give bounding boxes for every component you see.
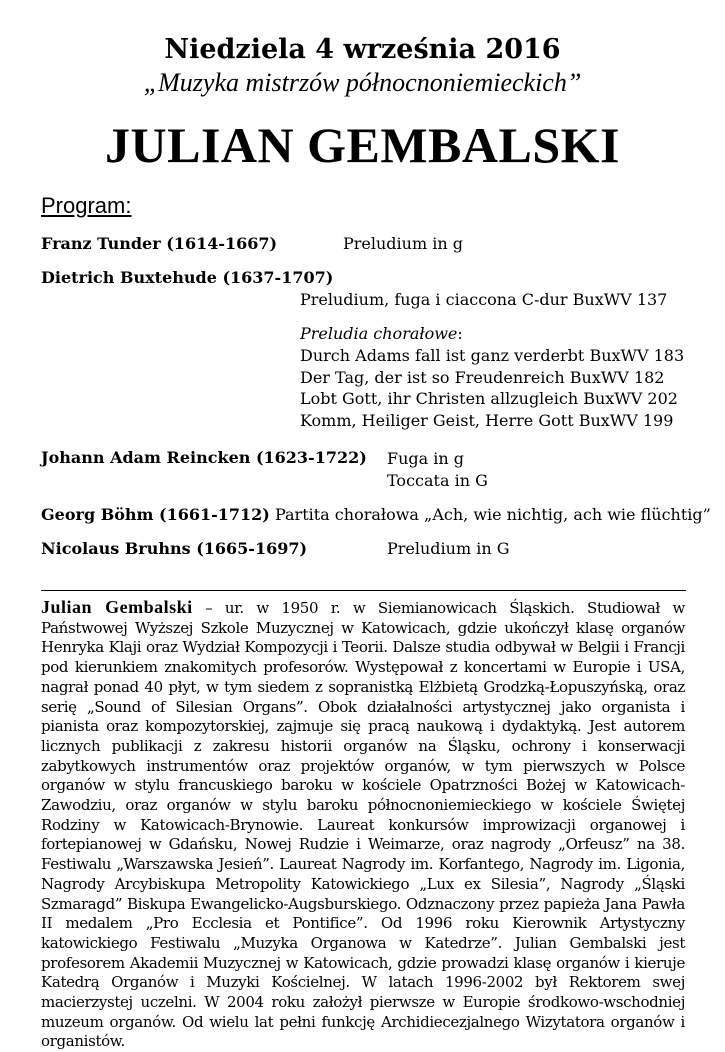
composer-buxtehude: Dietrich Buxtehude (1637-1707) [41, 268, 334, 287]
biography [41, 598, 685, 1052]
chorale-prelude-item: Durch Adams fall ist ganz verderbt BuxWV 183 [300, 346, 685, 365]
bohm-line [41, 505, 711, 524]
chorale-preludes-heading: Preludia chorałowe: [300, 324, 463, 343]
work-reincken-toccata: Toccata in G [387, 470, 488, 490]
reincken-works [387, 448, 488, 491]
performer-name: JULIAN GEMBALSKI [104, 117, 621, 173]
composer-bruhns: Nicolaus Bruhns (1665-1697) [41, 539, 308, 558]
composer-tunder: Franz Tunder (1614-1667) [41, 234, 278, 253]
composer-bohm: Georg Böhm (1661-1712) [41, 505, 270, 524]
composer-reincken: Johann Adam Reincken (1623-1722) [41, 448, 367, 467]
bio-name: Julian Gembalski [41, 597, 193, 617]
work-tunder-preludium: Preludium in g [343, 234, 463, 253]
concert-date: Niedziela 4 września 2016 [164, 34, 561, 65]
work-buxtehude-preludium: Preludium, fuga i ciaccona C-dur BuxWV 137 [300, 290, 668, 309]
bio-text: – ur. w 1950 r. w Siemianowicach Śląskich. Studiował w Państwowej Wyższej Szkole Muzycznej w Katowicach, gdzie ukończył klasę organów Henryka Klaji oraz Wydział Kompozycji i Teorii. Dalsze studia odbywał w Belgii i Francji pod kierunkiem znakomitych profesorów. Występował z koncertami w Europie i USA, nagrał ponad 40 płyt, w tym siedem z sopranistką Elżbietą Grodzką-Łopuszyńską, oraz serię „Sound of Silesian Organs”. Obok działalności artystycznej jako organista i pianista oraz kompozytorskiej, zajmuje się pracą naukową i dydaktyką. Jest autorem licznych publikacji z zakresu historii organów na Śląsku, ochrony i konserwacji zabytkowych instrumentów oraz projektów organów, w tym pierwszych w Polsce organów w stylu francuskiego baroku w kościele Opatrzności Bożej w Katowicach-Zawodziu, oraz organów w stylu baroku północnoniemieckiego w kościele Świętej Rodziny w Katowicach-Brynowie. Laureat konkursów improwizacji organowej i fortepianowej w Gdańsku, Nowej Rudzie i Weimarze, oraz nagrody „Orfeusz” na 38. Festiwalu „Warszawska Jesień”. Laureat Nagrody im. Korfantego, Nagrody im. Ligonia, Nagrody Arcybiskupa Metropolity Katowickiego „Lux ex Silesia”, Nagrody „Śląski Szmaragd” Biskupa Ewangelicko-Augsburskiego. Odznaczony przez papieża Jana Pawła II medalem „Pro Ecclesia et Pontifice”. Od 1996 roku Kierownik Artystyczny katowickiego Festiwalu „Muzyka Organowa w Katedrze”. Julian Gembalski jest profesorem Akademii Muzycznej w Katowicach, gdzie prowadzi klasę organów i kieruje Katedrą Organów i Muzyki Kościelnej. W latach 1996-2002 był Rektorem swej macierzystej uczelni. W 2004 roku założył pierwsze w Europie środkowo-wschodniej muzeum organów. Od wielu lat pełni funkcję Archidiecezjalnego Wizytatora organów i organistów. [41, 599, 685, 1051]
chorale-prelude-item: Lobt Gott, ihr Christen allzugleich BuxWV 202 [300, 389, 678, 408]
work-bohm-partita: Partita chorałowa „Ach, wie nichtig, ach wie flüchtig” [274, 505, 711, 524]
chorale-prelude-item: Komm, Heiliger Geist, Herre Gott BuxWV 199 [300, 410, 674, 430]
work-bruhns-preludium: Preludium in G [387, 539, 510, 558]
concert-subtitle: „Muzyka mistrzów północnoniemieckich” [143, 68, 582, 97]
chorale-prelude-item: Der Tag, der ist so Freudenreich BuxWV 182 [300, 367, 665, 387]
work-reincken-fuga: Fuga in g [387, 449, 465, 468]
program-label: Program: [41, 193, 132, 218]
chorale-preludes-list [300, 345, 684, 431]
section-divider [41, 590, 686, 591]
